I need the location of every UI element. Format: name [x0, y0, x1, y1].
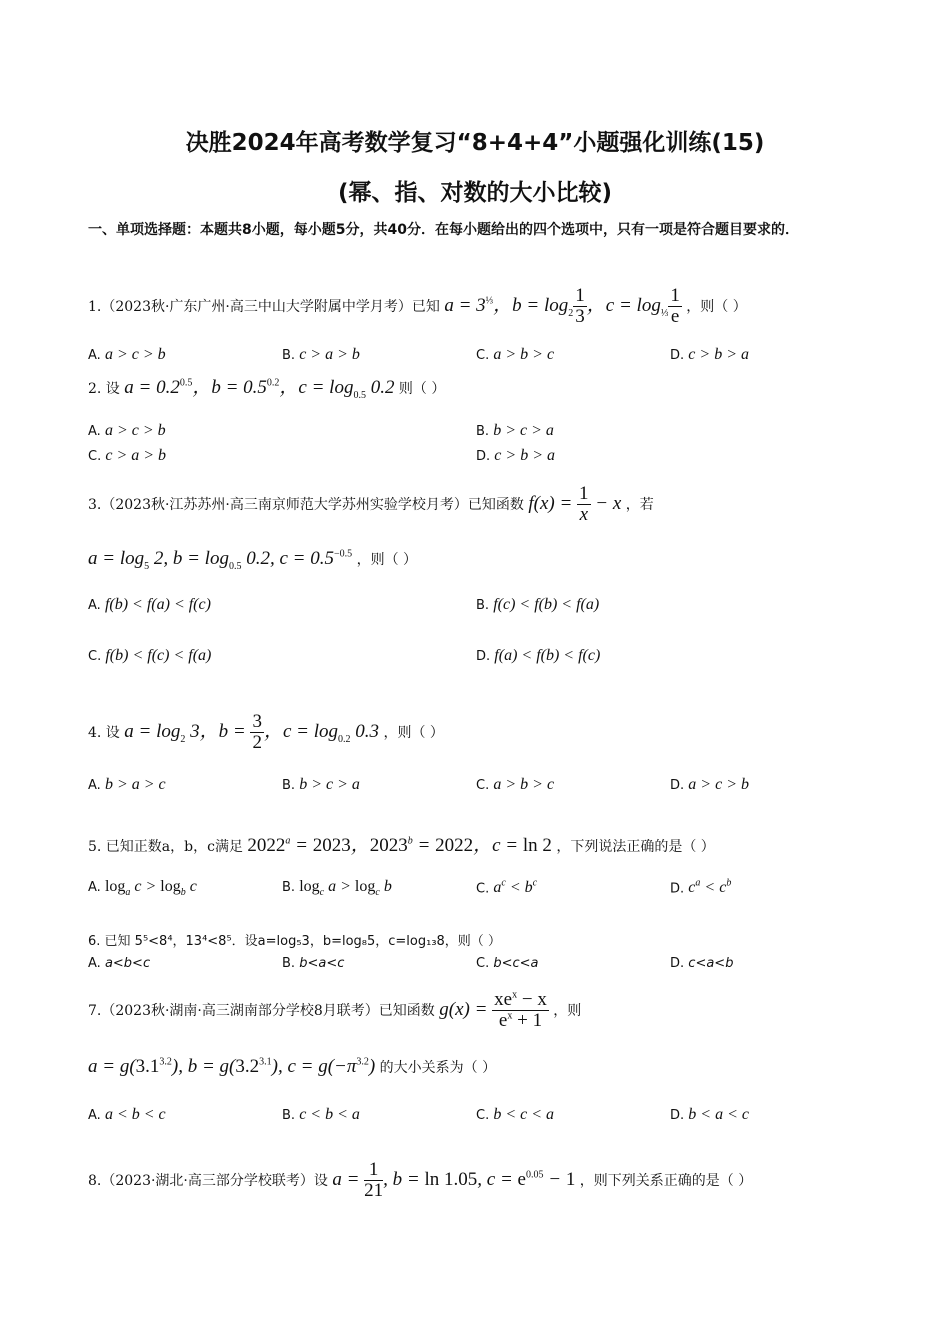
q4-option-b[interactable]: B. b > c > a	[282, 776, 360, 793]
question-3: 3.（2023秋·江苏苏州·高三南京师范大学苏州实验学校月考）已知函数 f(x) = $\frac{1}{x}$ − x ，若	[88, 483, 654, 525]
q4-formula: $a = \log_2 3$，b = $\frac{3}{2}$ ，$c = \log_{0.2} 0.3$	[124, 711, 379, 753]
q3-option-d[interactable]: D. f(a) < f(b) < f(c)	[476, 647, 601, 664]
q5-option-c[interactable]: C. $a^c < b^c$	[476, 878, 538, 897]
q5-option-b[interactable]: B. $\log_c a > \log_c b$	[282, 878, 392, 899]
q4-option-a[interactable]: A. b > a > c	[88, 776, 166, 793]
q2-option-b[interactable]: B. b > c > a	[476, 422, 554, 439]
q3-function: f(x) = $\frac{1}{x}$ − x	[528, 483, 622, 525]
q6-option-d[interactable]: D. c<a<b	[670, 956, 734, 971]
question-6: 6. 已知 5⁵<8⁴，13⁴<8⁵．设a=log₅3，b=log₈5，c=log₁₃8，则（ ）	[88, 934, 501, 949]
q7-formula: $a = g(3.1^{3.2})$, $b = g(3.2^{3.1})$, $c = g(-\pi^{3.2})$	[88, 1056, 376, 1077]
q4-option-c[interactable]: C. a > b > c	[476, 776, 555, 793]
q3-formula: $a = \log_5 2$, $b = \log_{0.5} 0.2$, $c = 0.5^{-0.5}$	[88, 548, 353, 572]
q1-option-c[interactable]: C. a > b > c	[476, 346, 555, 363]
q3-option-a[interactable]: A. f(b) < f(a) < f(c)	[88, 596, 211, 613]
section-heading: 一、单项选择题：本题共8小题，每小题5分，共40分．在每小题给出的四个选项中，只有一项是符合题目要求的．	[88, 222, 799, 238]
question-5: 5. 已知正数a，b，c满足 $2022^a = 2023$，$2023^b = 2022$，c = ln 2 ，下列说法正确的是（ ）	[88, 835, 715, 856]
q6-option-c[interactable]: C. b<c<a	[476, 956, 539, 971]
q5-option-a[interactable]: A. $\log_a c > \log_b c$	[88, 878, 197, 899]
q1-option-d[interactable]: D. c > b > a	[670, 346, 749, 363]
q7-option-b[interactable]: B. c < b < a	[282, 1106, 360, 1123]
q7-option-d[interactable]: D. b < a < c	[670, 1106, 749, 1123]
q2-formula: $a = 0.2^{0.5}$，$b = 0.5^{0.2}$，$c = \log_{0.5} 0.2$	[124, 377, 395, 401]
q1-option-a[interactable]: A. a > c > b	[88, 346, 166, 363]
q4-option-d[interactable]: D. a > c > b	[670, 776, 749, 793]
question-1	[88, 286, 747, 327]
q6-option-a[interactable]: A. a<b<c	[88, 956, 151, 971]
question-2: 2. 设 $a = 0.2^{0.5}$，$b = 0.5^{0.2}$，$c = \log_{0.5} 0.2$ 则（ ）	[88, 377, 446, 401]
question-3-cont: $a = \log_5 2$, $b = \log_{0.5} 0.2$, $c = 0.5^{-0.5}$ ，则（ ）	[88, 548, 418, 572]
question-8: 8.（2023·湖北·高三部分学校联考）设 a = $\frac{1}{21}$ , b = ln 1.05, $c = e^{0.05} - 1$ ，则下列关系正确的是（ ）	[88, 1159, 753, 1201]
q7-function: g(x) = $\frac{xe^x - x}{e^x + 1}$	[439, 989, 547, 1031]
q3-option-b[interactable]: B. f(c) < f(b) < f(a)	[476, 596, 600, 613]
q3-option-c[interactable]: C. f(b) < f(c) < f(a)	[88, 647, 212, 664]
q2-option-c[interactable]: C. c > a > b	[88, 447, 167, 464]
q7-option-a[interactable]: A. a < b < c	[88, 1106, 166, 1123]
q1-formula: $a = 3^{\frac{1}{3}}$，$b = \log_2$ $\frac{1}{3}$ ，$c = \log_{\frac{1}{3}}$ $\frac{1}{e}$	[444, 285, 680, 327]
q5-option-d[interactable]: D. $c^a < c^b$	[670, 878, 732, 897]
question-7-cont: $a = g(3.1^{3.2})$, $b = g(3.2^{3.1})$, $c = g(-\pi^{3.2})$ 的大小关系为（ ）	[88, 1056, 497, 1077]
q8-formula: a = $\frac{1}{21}$ , b = ln 1.05, $c = e^{0.05} - 1$	[332, 1159, 576, 1201]
q2-option-d[interactable]: D. c > b > a	[476, 447, 555, 464]
q7-option-c[interactable]: C. b < c < a	[476, 1106, 555, 1123]
q2-option-a[interactable]: A. a > c > b	[88, 422, 166, 439]
page-subtitle: (幂、指、对数的大小比较)	[337, 180, 613, 206]
q1-option-b[interactable]: B. c > a > b	[282, 346, 360, 363]
question-7: 7.（2023秋·湖南·高三湖南部分学校8月联考）已知函数 g(x) = $\frac{xe^x - x}{e^x + 1}$ ，则	[88, 989, 582, 1031]
q6-option-b[interactable]: B. b<a<c	[282, 956, 345, 971]
q1-suffix: ，则（ ）	[686, 298, 747, 315]
question-4: 4. 设 $a = \log_2 3$，b = $\frac{3}{2}$ ，$c = \log_{0.2} 0.3$ ，则（ ）	[88, 711, 444, 753]
page-title: 决胜2024年高考数学复习“8+4+4”小题强化训练(15)	[185, 130, 765, 156]
q1-prefix: 1.（2023秋·广东广州·高三中山大学附属中学月考）已知	[88, 298, 440, 315]
q5-formula: $2022^a = 2023$，$2023^b = 2022$，c = ln 2	[247, 835, 552, 856]
